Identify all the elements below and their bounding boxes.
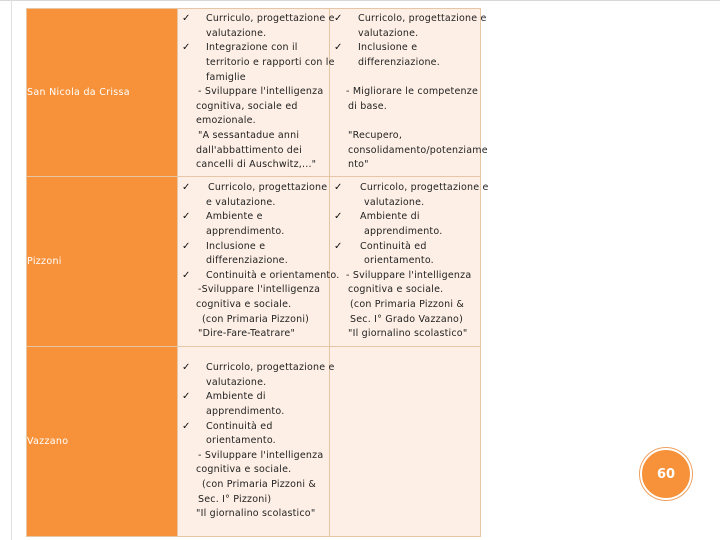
text-line	[330, 327, 480, 342]
checkmark-icon: ✓	[182, 391, 191, 403]
text-line	[330, 254, 480, 269]
checkmark-icon: ✓	[334, 182, 343, 194]
text-line	[178, 313, 329, 328]
school-name-cell	[27, 347, 178, 537]
line-text: "Dire-Fare-Teatrare"	[198, 328, 296, 340]
line-text: Inclusione e	[358, 42, 418, 54]
text-line	[330, 240, 480, 255]
line-text: -Sviluppare l'intelligenza	[198, 284, 321, 296]
line-text: nto"	[348, 159, 369, 171]
col1-lines	[178, 12, 335, 173]
text-line	[330, 114, 480, 129]
school-name: Pizzoni	[27, 256, 62, 267]
line-text: - Sviluppare l'intelligenza	[346, 269, 472, 281]
col1-cell	[178, 177, 340, 347]
checkmark-icon: ✓	[182, 240, 191, 252]
line-text: Inclusione e	[206, 240, 266, 252]
school-row	[27, 177, 665, 347]
blank-cell	[481, 347, 665, 537]
text-line	[178, 41, 329, 56]
line-text: - Migliorare le competenze	[346, 86, 478, 98]
line-text: Continuità e orientamento.	[206, 269, 340, 281]
text-line	[330, 27, 480, 42]
line-text: apprendimento.	[206, 226, 285, 238]
line-text: cancelli di Auschwitz,..."	[196, 159, 317, 171]
line-text: (con Primaria Pizzoni &	[350, 298, 464, 310]
text-line	[178, 478, 329, 493]
checkmark-icon: ✓	[334, 240, 343, 252]
page-number: 60	[656, 466, 676, 482]
text-line	[178, 463, 329, 478]
line-text: apprendimento.	[364, 226, 443, 238]
projects-table-body	[27, 9, 665, 537]
line-text: emozionale.	[196, 115, 256, 127]
line-text: - Sviluppare l'intelligenza	[198, 449, 324, 461]
text-line	[330, 269, 480, 284]
text-line	[330, 196, 480, 211]
line-text: valutazione.	[364, 196, 425, 208]
checkmark-icon: ✓	[334, 13, 343, 25]
blank-cell	[481, 9, 665, 177]
text-line	[178, 144, 329, 159]
text-line	[178, 27, 329, 42]
text-line	[178, 449, 329, 464]
line-text: orientamento.	[364, 255, 434, 267]
col1-cell	[178, 9, 335, 177]
line-text: (con Primaria Pizzoni)	[202, 313, 310, 325]
checkmark-icon: ✓	[182, 269, 191, 281]
col1-cell	[178, 347, 335, 537]
line-text: (con Primaria Pizzoni &	[202, 478, 316, 490]
school-name-cell	[27, 177, 178, 347]
checkmark-icon: ✓	[182, 362, 191, 374]
text-line	[178, 361, 335, 376]
checkmark-icon: ✓	[182, 211, 191, 223]
text-line	[178, 12, 335, 27]
page-number-badge	[640, 448, 692, 500]
text-line	[330, 71, 480, 86]
col1-lines	[178, 181, 340, 342]
school-name-cell	[27, 9, 178, 177]
text-line	[178, 240, 329, 255]
checkmark-icon: ✓	[182, 13, 191, 25]
line-text: "Recupero,	[348, 129, 403, 141]
school-row	[27, 9, 665, 177]
line-text: "Il giornalino scolastico"	[348, 328, 468, 340]
line-text: "A sessantadue anni	[198, 129, 300, 141]
line-text: territorio e rapporti con le	[206, 57, 335, 69]
text-line	[178, 225, 329, 240]
line-text: Ambiente di	[206, 391, 266, 403]
checkmark-icon: ✓	[334, 211, 343, 223]
text-line	[178, 283, 329, 298]
line-text: famiglie	[206, 71, 246, 83]
text-line	[178, 100, 329, 115]
line-text: Continuità ed	[360, 240, 427, 252]
col1-lines	[178, 361, 335, 522]
text-line	[330, 144, 488, 159]
text-line	[330, 56, 480, 71]
line-text: valutazione.	[206, 376, 267, 388]
checkmark-icon: ✓	[182, 420, 191, 432]
col2-cell	[330, 9, 488, 177]
text-line	[178, 196, 329, 211]
line-text: cognitiva, sociale ed	[196, 100, 298, 112]
checkmark-icon: ✓	[182, 182, 191, 194]
line-text: di base.	[348, 100, 387, 112]
checkmark-icon: ✓	[182, 42, 191, 54]
text-line	[178, 85, 329, 100]
school-name: San Nicola da Crissa	[27, 87, 130, 98]
text-line	[330, 12, 487, 27]
line-text: Integrazione con il	[206, 42, 298, 54]
text-line	[178, 420, 329, 435]
text-line	[330, 298, 480, 313]
line-text: cognitiva e sociale.	[348, 284, 444, 296]
line-text: Ambiente e	[206, 211, 263, 223]
line-text: orientamento.	[206, 435, 276, 447]
line-text: Curricolo, progettazione e	[358, 13, 487, 25]
col2-cell	[330, 177, 489, 347]
text-line	[330, 313, 480, 328]
line-text: Ambiente di	[360, 211, 420, 223]
text-line	[330, 85, 480, 100]
checkmark-icon: ✓	[334, 42, 343, 54]
text-line	[178, 493, 329, 508]
text-line	[178, 56, 335, 71]
line-text: cognitiva e sociale.	[196, 464, 292, 476]
line-text: valutazione.	[206, 27, 267, 39]
line-text: Sec. I° Grado Vazzano)	[350, 313, 463, 325]
text-line	[178, 376, 329, 391]
blank-cell	[481, 177, 665, 347]
text-line	[330, 225, 480, 240]
line-text: dall'abbattimento dei	[196, 144, 302, 156]
text-line	[178, 210, 329, 225]
line-text: e valutazione.	[206, 196, 276, 208]
line-text: Sec. I° Pizzoni)	[198, 493, 272, 505]
text-line	[178, 298, 329, 313]
text-line	[178, 114, 329, 129]
text-line	[330, 158, 480, 173]
line-text: - Sviluppare l'intelligenza	[198, 86, 324, 98]
school-row	[27, 347, 665, 537]
text-line	[178, 181, 329, 196]
col2-lines	[330, 181, 489, 342]
text-line	[178, 390, 329, 405]
line-text: Curricolo, progettazione	[208, 182, 328, 194]
line-text: Continuità ed	[206, 420, 273, 432]
line-text: consolidamento/potenziame	[348, 144, 488, 156]
line-text: apprendimento.	[206, 406, 285, 418]
text-line	[330, 129, 480, 144]
text-line	[178, 327, 329, 342]
text-line	[178, 158, 329, 173]
left-margin-rule	[11, 0, 12, 540]
line-text: Curricolo, progettazione e	[206, 362, 335, 374]
text-line	[178, 129, 329, 144]
text-line	[330, 210, 480, 225]
text-line	[178, 405, 329, 420]
col2-cell	[330, 347, 481, 537]
school-name: Vazzano	[27, 436, 69, 447]
line-text: Curriculo, progettazione e	[206, 13, 335, 25]
projects-table	[26, 8, 665, 537]
text-line	[330, 283, 480, 298]
text-line	[330, 100, 480, 115]
line-text: valutazione.	[358, 27, 419, 39]
text-line	[178, 507, 329, 522]
line-text: "Il giornalino scolastico"	[196, 508, 316, 520]
text-line	[330, 181, 489, 196]
line-text: Curricolo, progettazione e	[360, 182, 489, 194]
top-border-line	[0, 0, 720, 1]
line-text: differenziazione.	[206, 255, 288, 267]
line-text: differenziazione.	[358, 57, 440, 69]
text-line	[330, 41, 480, 56]
col2-lines	[330, 12, 488, 173]
line-text: cognitiva e sociale.	[196, 298, 292, 310]
text-line	[178, 434, 329, 449]
text-line	[178, 254, 329, 269]
text-line	[178, 71, 329, 86]
text-line	[178, 269, 340, 284]
